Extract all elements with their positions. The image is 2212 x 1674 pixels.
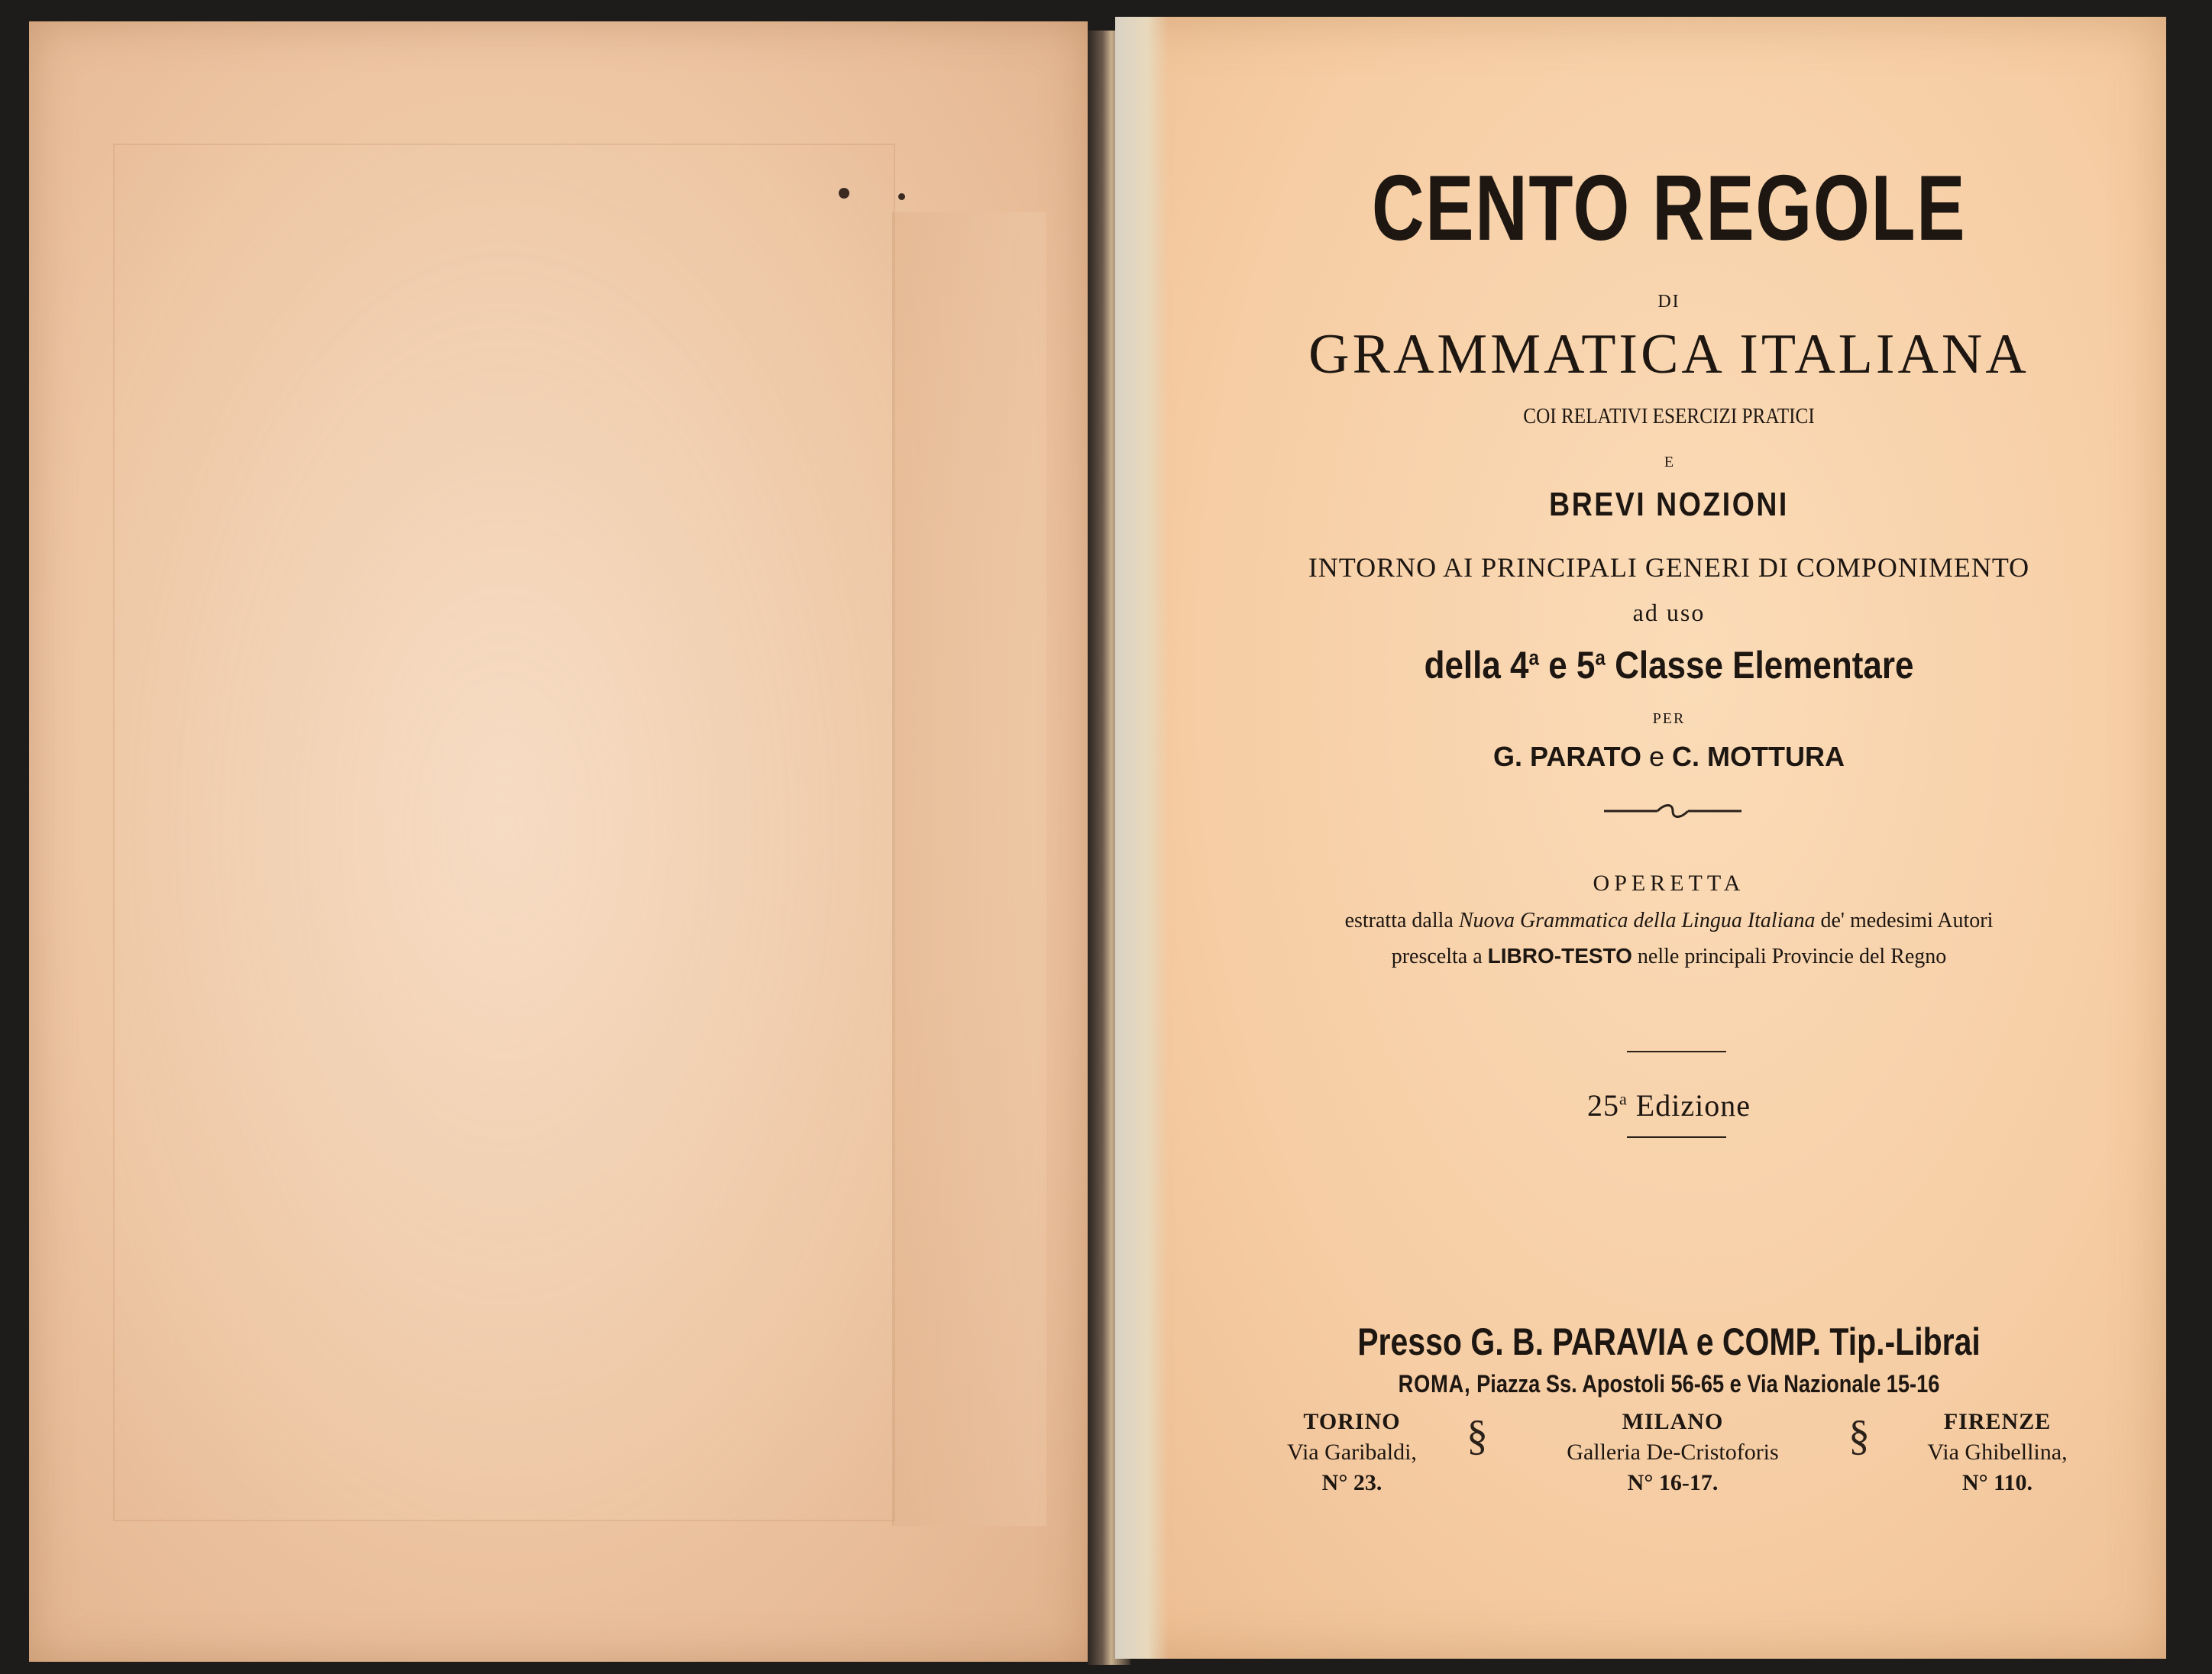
title-di: DI [1657, 292, 1680, 312]
branch-number: N° 23. [1321, 1470, 1382, 1495]
classe-line [1222, 643, 2116, 687]
main-title: CENTO REGOLE [1371, 156, 1967, 260]
branch-milano [1520, 1407, 1826, 1498]
branch-firenze [1894, 1407, 2100, 1498]
branch-street: Galleria De-Cristoforis [1567, 1440, 1779, 1465]
exercises-line: COI RELATIVI ESERCIZI PRATICI [1523, 405, 1815, 428]
intorno-line: INTORNO AI PRINCIPALI GENERI DI COMPONIMENTO [1308, 552, 2030, 583]
endpaper-inner-panel [113, 144, 895, 1521]
edition-label: Edizione [1627, 1088, 1751, 1123]
brevi-nozioni: BREVI NOZIONI [1549, 486, 1789, 523]
title-block [1161, 17, 2177, 1621]
authors-line [1161, 741, 2177, 773]
separator-ornament: § [1848, 1412, 1870, 1459]
edition-number: 25 [1587, 1088, 1620, 1123]
libro-testo: LIBRO-TESTO [1487, 944, 1632, 968]
prescelta-prefix: prescelta a [1391, 945, 1488, 968]
classe-prefix: della 4 [1424, 644, 1529, 687]
estratta-line [1161, 909, 2177, 933]
flourish-ornament [1604, 800, 1741, 822]
branch-number: N° 16-17. [1627, 1470, 1719, 1495]
estratta-suffix: de' medesimi Autori [1815, 909, 1994, 932]
roma-city: ROMA, [1398, 1370, 1471, 1398]
branch-torino [1260, 1407, 1444, 1498]
endpaper-fold [892, 212, 1046, 1526]
branch-street: Via Garibaldi, [1287, 1440, 1417, 1465]
separator-ornament: § [1467, 1412, 1488, 1459]
branch-city: MILANO [1622, 1409, 1724, 1434]
per-label: PER [1652, 710, 1686, 727]
author-2: C. MOTTURA [1672, 741, 1845, 772]
author-join: e [1641, 741, 1673, 772]
branch-street: Via Ghibellina, [1927, 1440, 2068, 1465]
ink-spot [839, 188, 849, 199]
prescelta-line [1161, 944, 2177, 969]
title-page [1115, 17, 2166, 1659]
operetta-label: OPERETTA [1593, 871, 1745, 896]
publisher-line: Presso G. B. PARAVIA e COMP. Tip.-Librai [1357, 1320, 1981, 1363]
classe-sup-1: a [1528, 645, 1539, 670]
left-endpaper [29, 21, 1088, 1662]
roma-address: Piazza Ss. Apostoli 56-65 e Via Nazionale 15-16 [1470, 1370, 1940, 1398]
branch-city: FIRENZE [1943, 1409, 2052, 1434]
classe-sup-2: a [1595, 645, 1606, 670]
edition-rule-bottom [1627, 1136, 1726, 1138]
author-1: G. PARATO [1492, 741, 1641, 772]
prescelta-suffix: nelle principali Provincie del Regno [1632, 945, 1947, 968]
estratta-italic: Nuova Grammatica della Lingua Italiana [1458, 909, 1816, 932]
edition-sup: a [1619, 1089, 1628, 1109]
branch-number: N° 110. [1961, 1470, 2033, 1495]
roma-line [1237, 1370, 2101, 1398]
ad-uso: ad uso [1632, 599, 1706, 626]
title-e: E [1664, 454, 1674, 470]
edition-rule-top [1627, 1051, 1726, 1052]
classe-mid: e 5 [1538, 644, 1596, 687]
edition-line [1161, 1087, 2177, 1123]
ink-spot [898, 193, 905, 200]
branch-city: TORINO [1303, 1409, 1401, 1434]
subtitle: GRAMMATICA ITALIANA [1308, 323, 2029, 386]
estratta-prefix: estratta dalla [1344, 909, 1459, 932]
classe-suffix: Classe Elementare [1605, 644, 1914, 687]
